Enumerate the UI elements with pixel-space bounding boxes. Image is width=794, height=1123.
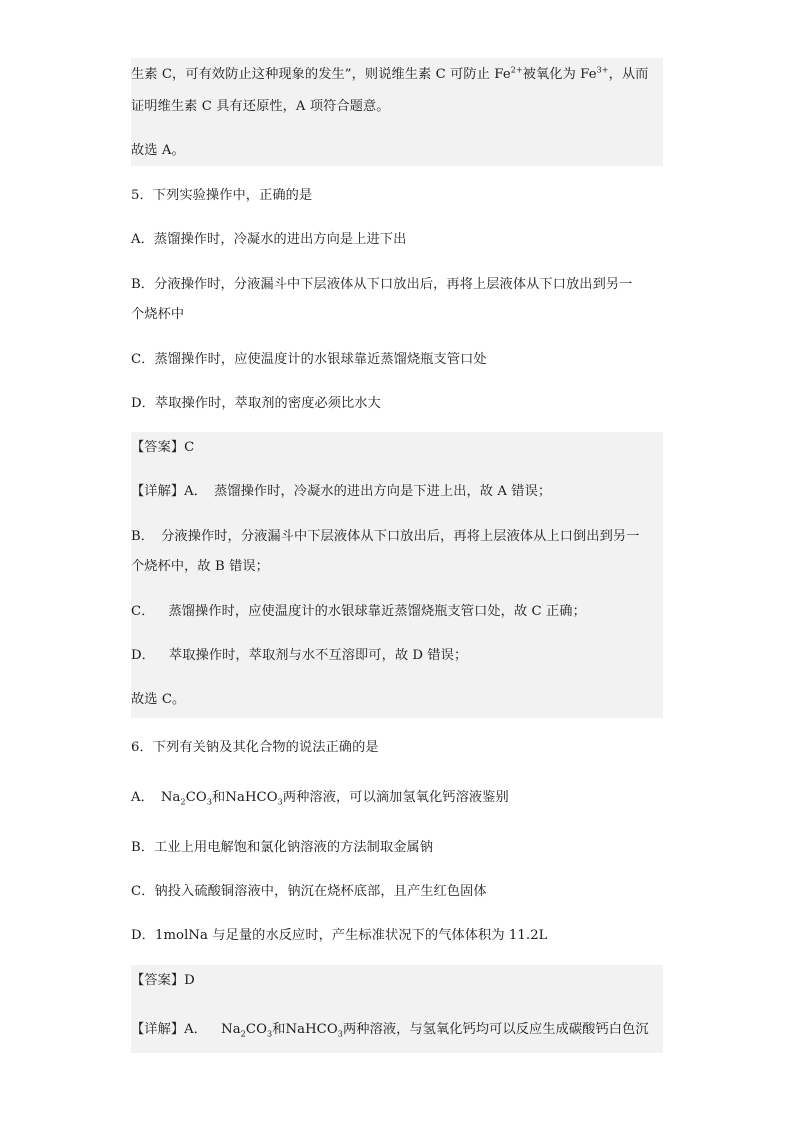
question-5 — [131, 166, 663, 432]
q5-answer-block — [131, 432, 663, 718]
q5-option-c: C．蒸馏操作时，应使温度计的水银球靠近蒸馏烧瓶支管口处 — [131, 352, 487, 367]
q5-detail-d: D． 萃取操作时，萃取剂与水不互溶即可，故 D 错误； — [131, 648, 468, 663]
q5-detail-b-line-1: B． 分液操作时，分液漏斗中下层液体从下口放出后，再将上层液体从上口倒出到另一 — [131, 529, 640, 544]
q5-conclusion: 故选 C。 — [131, 692, 186, 707]
document-page — [131, 58, 663, 1053]
q6-detail-a: 【详解】A． $Na_2CO_3$和NaHCO$_3$两种溶液，与氢氧化钙均可以反应生成碳酸钙白色沉 — [131, 1022, 649, 1039]
q5-option-d: D．萃取操作时，萃取剂的密度必须比水大 — [131, 396, 381, 411]
q6-option-c: C．钠投入硫酸铜溶液中，钠沉在烧杯底部，且产生红色固体 — [131, 884, 487, 899]
q6-option-b: B．工业上用电解饱和氯化钠溶液的方法制取金属钠 — [131, 840, 434, 855]
q6-answer-block — [131, 965, 663, 1053]
prev-answer-line-2: 证明维生素 C 具有还原性，A 项符合题意。 — [131, 99, 390, 114]
prev-answer-conclusion: 故选 A。 — [131, 143, 185, 158]
q5-detail-b-line-2: 个烧杯中，故 B 错误； — [131, 559, 269, 574]
q6-answer: 【答案】D — [131, 973, 195, 988]
q5-option-b-line-1: B．分液操作时，分液漏斗中下层液体从下口放出后，再将上层液体从下口放出到另一 — [131, 277, 633, 292]
q5-option-b-line-2: 个烧杯中 — [131, 307, 185, 322]
q5-detail-c: C． 蒸馏操作时，应使温度计的水银球靠近蒸馏烧瓶支管口处，故 C 正确； — [131, 604, 586, 619]
q5-stem: 5．下列实验操作中，正确的是 — [131, 188, 313, 203]
prev-answer-line-1: 生素 C，可有效防止这种现象的发生”，则说维生素 C 可防止 $Fe^{2+}$被氧化为 $Fe^{3+}$，从而 — [131, 65, 649, 82]
q6-stem: 6．下列有关钠及其化合物的说法正确的是 — [131, 740, 379, 755]
question-6 — [131, 718, 663, 965]
q6-option-a: A． $Na_2CO_3$和NaHCO$_3$两种溶液，可以滴加氢氧化钙溶液鉴别 — [131, 790, 509, 807]
q5-answer: 【答案】C — [131, 440, 195, 455]
q5-option-a: A．蒸馏操作时，冷凝水的进出方向是上进下出 — [131, 232, 407, 247]
q6-option-d: D．1molNa 与足量的水反应时，产生标准状况下的气体体积为 11.2L — [131, 928, 548, 943]
q5-detail-a: 【详解】A． 蒸馏操作时，冷凝水的进出方向是下进上出，故 A 错误； — [131, 484, 552, 499]
prev-answer-block — [131, 58, 663, 166]
